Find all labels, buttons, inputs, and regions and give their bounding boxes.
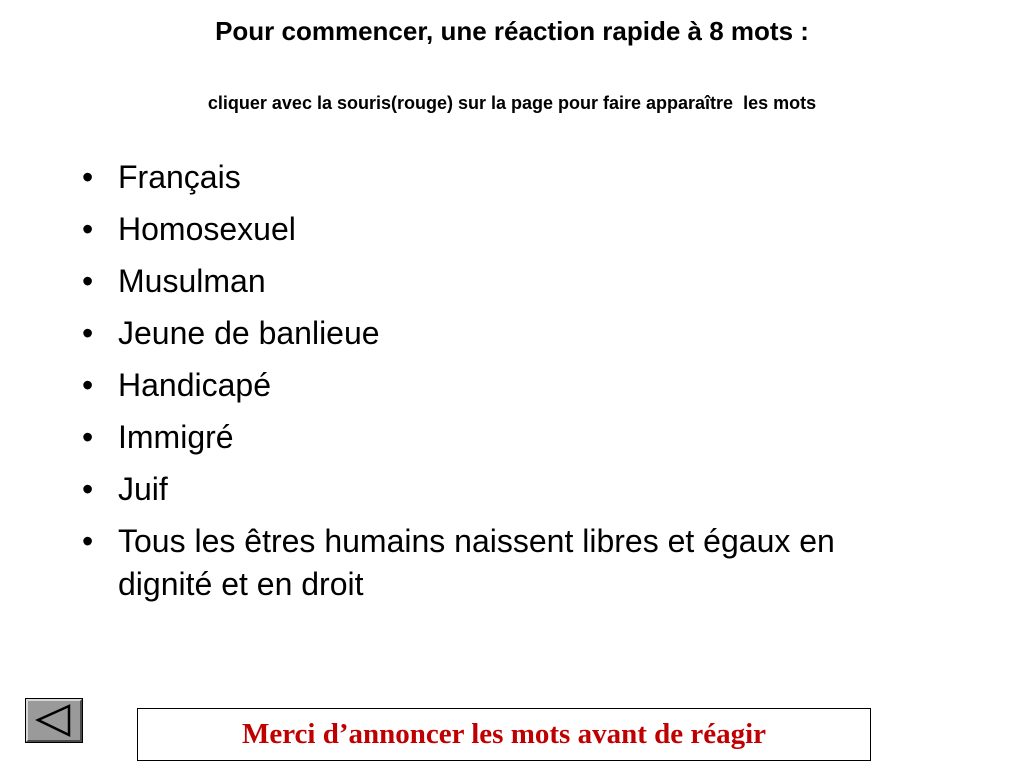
bullet-icon: •: [82, 419, 94, 455]
bullet-icon: •: [82, 263, 94, 299]
list-item: [80, 468, 940, 511]
bullet-icon: •: [82, 211, 94, 247]
word-label: Immigré: [118, 419, 234, 455]
list-item: [80, 208, 940, 251]
list-item: [80, 312, 940, 355]
bullet-icon: •: [82, 315, 94, 351]
bullet-icon: •: [82, 471, 94, 507]
word-label: Jeune de banlieue: [118, 315, 380, 351]
slide-instruction-part2: les mots: [743, 93, 817, 113]
word-label: Français: [118, 159, 241, 195]
closing-statement-line2: dignité et en droit: [118, 566, 364, 602]
word-list: [80, 156, 940, 615]
bullet-icon: •: [82, 367, 94, 403]
word-label: Handicapé: [118, 367, 271, 403]
list-item: [80, 156, 940, 199]
footer-notice: Merci d’annoncer les mots avant de réagir: [137, 708, 871, 761]
triangle-left-icon: [28, 701, 80, 740]
word-label: Homosexuel: [118, 211, 296, 247]
list-item-closing-statement: [80, 520, 940, 606]
list-item: [80, 416, 940, 459]
slide-instruction: [0, 90, 1024, 116]
back-button[interactable]: [26, 699, 82, 742]
list-item: [80, 260, 940, 303]
closing-statement-line1: Tous les êtres humains naissent libres et égaux en: [118, 523, 835, 559]
list-item: [80, 364, 940, 407]
slide-title: Pour commencer, une réaction rapide à 8 mots :: [215, 16, 809, 46]
word-label: Juif: [118, 471, 168, 507]
bullet-icon: •: [82, 159, 94, 195]
bullet-icon: •: [82, 523, 94, 559]
slide-instruction-part1: cliquer avec la souris(rouge) sur la page pour faire apparaître: [207, 93, 734, 113]
word-label: Musulman: [118, 263, 266, 299]
